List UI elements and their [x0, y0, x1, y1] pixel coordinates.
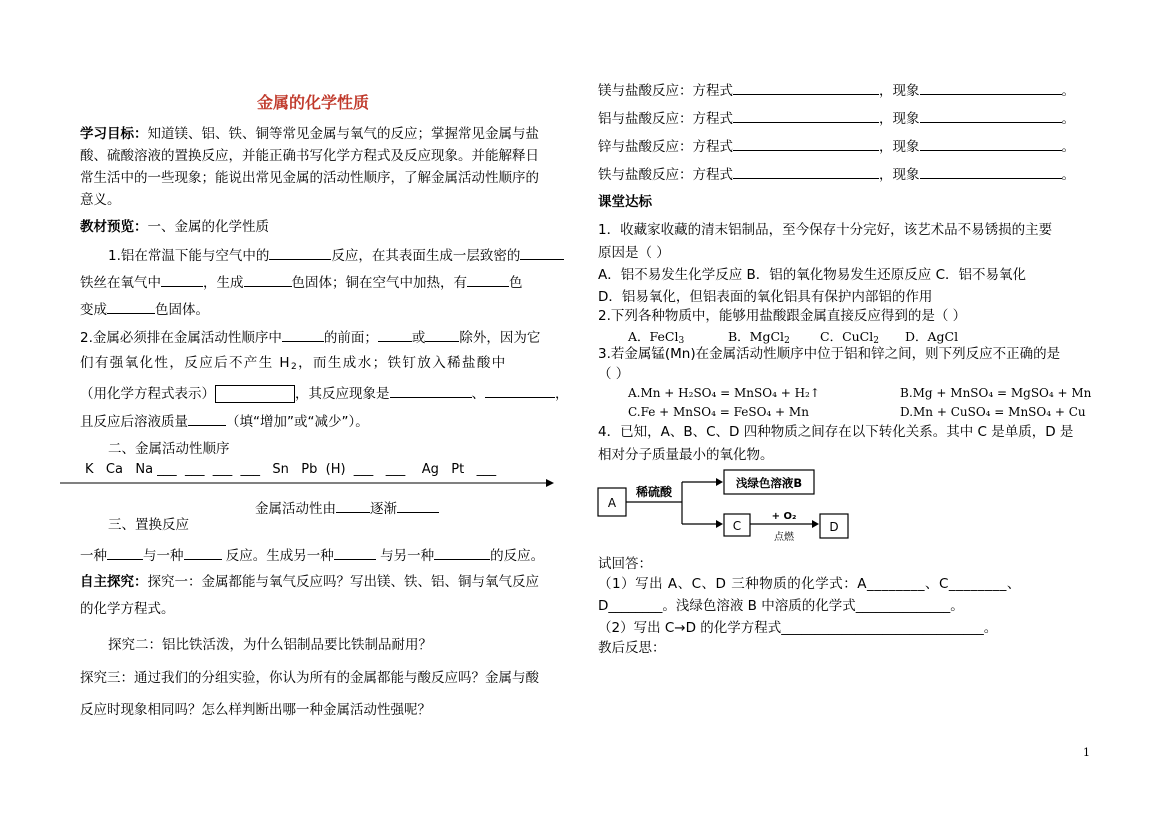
p2-text: ，其反应现象是 — [295, 386, 390, 402]
blank[interactable] — [397, 498, 439, 513]
blank[interactable] — [920, 164, 1062, 179]
blank[interactable] — [244, 272, 292, 287]
q2-option-b — [728, 329, 790, 347]
q2-option-text: A．FeCl — [628, 329, 679, 344]
p2-text: （填“增加”或“减少”）。 — [226, 414, 369, 430]
reaction-diagram — [596, 466, 856, 548]
q3-option-d: D.Mn + CuSO₄ = MnSO₄ + Cu — [900, 405, 1086, 419]
blank[interactable] — [282, 327, 324, 342]
blank[interactable] — [467, 272, 509, 287]
p2-text: 或 — [411, 330, 426, 346]
subscript: 3 — [678, 336, 685, 346]
blank[interactable] — [425, 327, 459, 342]
class-heading: 课堂达标 — [598, 194, 652, 210]
h2-subscript: 2 — [290, 362, 299, 372]
p1-text: 反应，在其表面生成一层致密的 — [331, 248, 521, 264]
p1-text: 色固体。 — [155, 302, 209, 318]
section-3-heading: 三、置换反应 — [108, 517, 189, 533]
q1-line-1: 1．收藏家收藏的清末铝制品，至今保存十分完好，该艺术品不易锈损的主要 — [598, 222, 1053, 238]
acid-row-end: 。 — [1061, 83, 1075, 99]
acid-row — [598, 108, 1075, 127]
p1-text: 色固体；铜在空气中加热，有 — [291, 275, 467, 291]
p1-text: 铁丝在氧气中 — [80, 275, 161, 291]
preview-label: 教材预览： — [80, 219, 148, 235]
goal-line-2: 酸、硫酸溶液的置换反应，并能正确书写化学方程式及反应现象。并能解释日 — [80, 148, 539, 164]
q3-line-1: 3.若金属锰(Mn)在金属活动性顺序中位于铝和锌之间，则下列反应不正确的是 — [598, 346, 1061, 362]
blank[interactable] — [920, 136, 1062, 151]
q3-option-c: C.Fe + MnSO₄ = FeSO₄ + Mn — [628, 405, 809, 419]
activity-line — [255, 498, 439, 517]
q3-line-2: （ ） — [598, 366, 630, 382]
q4-line-2: 相对分子质量最小的氧化物。 — [598, 447, 774, 463]
p1-line-2 — [80, 272, 523, 291]
q1-line-2: 原因是（ ） — [598, 245, 670, 261]
sub-text: 与另一种 — [375, 548, 435, 564]
page-number: 1 — [1083, 746, 1090, 759]
label-ignite: 点燃 — [774, 532, 794, 543]
blank[interactable] — [184, 545, 222, 560]
answer-heading: 试回答： — [598, 556, 652, 572]
arrow-head — [546, 479, 554, 487]
sub-text: 与一种 — [143, 548, 184, 564]
blank[interactable] — [920, 80, 1062, 95]
explore-3-line-1: 探究三：通过我们的分组实验，你认为所有的金属都能与酸反应吗？金属与酸 — [80, 670, 539, 686]
p2-text: 且反应后溶液质量 — [80, 414, 188, 430]
goal-line-3: 常生活中的一些现象；能说出常见金属的活动性顺序，了解金属活动性顺序的 — [80, 170, 539, 186]
blank[interactable] — [161, 272, 203, 287]
label-d: D — [829, 520, 839, 534]
goal-line-4: 意义。 — [80, 192, 121, 208]
preview-heading: 一、金属的化学性质 — [147, 219, 269, 235]
p1-text: 色 — [509, 275, 523, 291]
acid-row-mid: ，现象 — [879, 139, 920, 155]
goal-text: 知道镁、铝、铁、铜等常见金属与氧气的反应；掌握常见金属与盐 — [147, 126, 539, 142]
p2-text: 们有强氧化性，反应后不产生 H — [80, 355, 291, 371]
blank[interactable] — [107, 545, 143, 560]
acid-row-end: 。 — [1061, 167, 1075, 183]
q2-stem: 2.下列各种物质中，能够用盐酸跟金属直接反应得到的是（ ） — [598, 308, 967, 324]
blank[interactable] — [336, 498, 370, 513]
explore-text: 探究一：金属都能与氧气反应吗？写出镁、铁、铝、铜与氧气反应 — [147, 574, 539, 590]
blank[interactable] — [520, 245, 564, 260]
acid-row-lead: 铁与盐酸反应：方程式 — [598, 167, 733, 183]
explore-3-line-2: 反应时现象相同吗？怎么样判断出哪一种金属活动性强呢？ — [80, 702, 431, 718]
blank[interactable] — [733, 108, 879, 123]
q4-line-1: 4．已知，A、B、C、D 四种物质之间存在以下转化关系。其中 C 是单质，D 是 — [598, 424, 1074, 440]
explore-1-line-1 — [80, 574, 539, 590]
p2-line-3 — [80, 383, 569, 403]
metal-series: K Ca Na ___ ___ ___ ___ Sn Pb (H) ___ ___ Ag Pt ___ — [85, 462, 497, 477]
activity-text: 金属活动性由 — [255, 501, 336, 517]
blank[interactable] — [920, 108, 1062, 123]
series-arrow — [60, 477, 560, 489]
blank[interactable] — [733, 136, 879, 151]
explore-2: 探究二：铝比铁活泼，为什么铝制品要比铁制品耐用？ — [108, 637, 432, 653]
blank[interactable] — [107, 299, 155, 314]
label-b: 浅绿色溶液B — [735, 476, 803, 490]
arrow-head — [716, 520, 723, 528]
q2-option-a — [628, 329, 684, 347]
label-c: C — [732, 519, 742, 533]
q2-option-text: B．MgCl — [728, 329, 785, 344]
blank[interactable] — [269, 245, 331, 260]
answer-2: （2）写出 C→D 的化学方程式______________________________。 — [598, 620, 998, 636]
goal-label: 学习目标： — [80, 126, 148, 142]
label-acid: 稀硫酸 — [635, 485, 673, 499]
page-title: 金属的化学性质 — [257, 93, 370, 112]
explore-1-line-2: 的化学方程式。 — [80, 601, 175, 617]
p2-line-2 — [80, 355, 507, 373]
p2-text: （用化学方程式表示） — [80, 386, 215, 402]
preview-line — [80, 219, 269, 235]
section-2-heading: 二、金属活动性顺序 — [108, 441, 230, 457]
acid-row-mid: ，现象 — [879, 111, 920, 127]
explore-label: 自主探究： — [80, 574, 148, 590]
blank[interactable] — [485, 383, 555, 398]
label-o2: + O₂ — [771, 511, 797, 522]
blank[interactable] — [434, 545, 490, 560]
p2-text: 除外，因为它 — [459, 330, 541, 346]
acid-row-lead: 铝与盐酸反应：方程式 — [598, 111, 733, 127]
p2-text: 2.金属必须排在金属活动性顺序中 — [80, 330, 282, 346]
acid-row-end: 。 — [1061, 111, 1075, 127]
p2-line-4 — [80, 411, 369, 430]
activity-text: 逐渐 — [370, 501, 397, 517]
p1-text: ，生成 — [203, 275, 244, 291]
p1-line-3 — [80, 299, 209, 318]
q1-options-1: A．铝不易发生化学反应 B．铝的氧化物易发生还原反应 C．铝不易氧化 — [598, 267, 1027, 283]
sub-text: 反应。生成另一种 — [221, 548, 334, 564]
acid-row-mid: ，现象 — [879, 167, 920, 183]
subscript: 2 — [873, 336, 879, 346]
q2-option-text: C．CuCl — [820, 329, 874, 344]
blank[interactable] — [733, 164, 879, 179]
q3-option-a: A.Mn + H₂SO₄ = MnSO₄ + H₂↑ — [628, 386, 820, 400]
p1-line-1 — [108, 245, 564, 264]
goal-line-1 — [80, 126, 539, 142]
p1-text: 变成 — [80, 302, 107, 318]
arrow-head — [716, 478, 723, 486]
p2-text: 、 — [471, 386, 485, 402]
answer-1-line-1: （1）写出 A、C、D 三种物质的化学式：A________、C________、 — [598, 576, 1021, 592]
acid-row-end: 。 — [1061, 139, 1075, 155]
sub-text: 的反应。 — [490, 548, 545, 564]
blank[interactable] — [378, 327, 412, 342]
acid-row-lead: 锌与盐酸反应：方程式 — [598, 139, 733, 155]
p2-text: ， — [555, 386, 569, 402]
acid-row-lead: 镁与盐酸反应：方程式 — [598, 83, 733, 99]
arrow-head — [812, 520, 819, 528]
q2-option-c — [820, 329, 879, 347]
teaching-reflection: 教后反思： — [598, 640, 666, 656]
acid-row — [598, 136, 1075, 155]
p2-text: 的前面； — [323, 330, 378, 346]
answer-1-line-2: D________。浅绿色溶液 B 中溶质的化学式______________。 — [598, 598, 964, 614]
blank[interactable] — [390, 383, 472, 398]
q3-option-b: B.Mg + MnSO₄ = MgSO₄ + Mn — [900, 386, 1092, 400]
substitution-line — [80, 545, 544, 564]
acid-row-mid: ，现象 — [879, 83, 920, 99]
p2-text: ，而生成水；铁钉放入稀盐酸中 — [298, 355, 507, 371]
equation-box[interactable] — [215, 385, 295, 403]
q2-option-d: D．AgCl — [905, 329, 959, 344]
p2-line-1 — [80, 327, 540, 346]
blank[interactable] — [334, 545, 376, 560]
sub-text: 一种 — [80, 548, 107, 564]
blank[interactable] — [733, 80, 879, 95]
acid-row — [598, 80, 1075, 99]
acid-row — [598, 164, 1075, 183]
label-a: A — [607, 496, 617, 510]
p1-text: 1.铝在常温下能与空气中的 — [108, 248, 270, 264]
blank[interactable] — [188, 411, 226, 426]
q1-options-2: D．铝易氧化，但铝表面的氧化铝具有保护内部铝的作用 — [598, 289, 933, 305]
subscript: 2 — [784, 336, 790, 346]
